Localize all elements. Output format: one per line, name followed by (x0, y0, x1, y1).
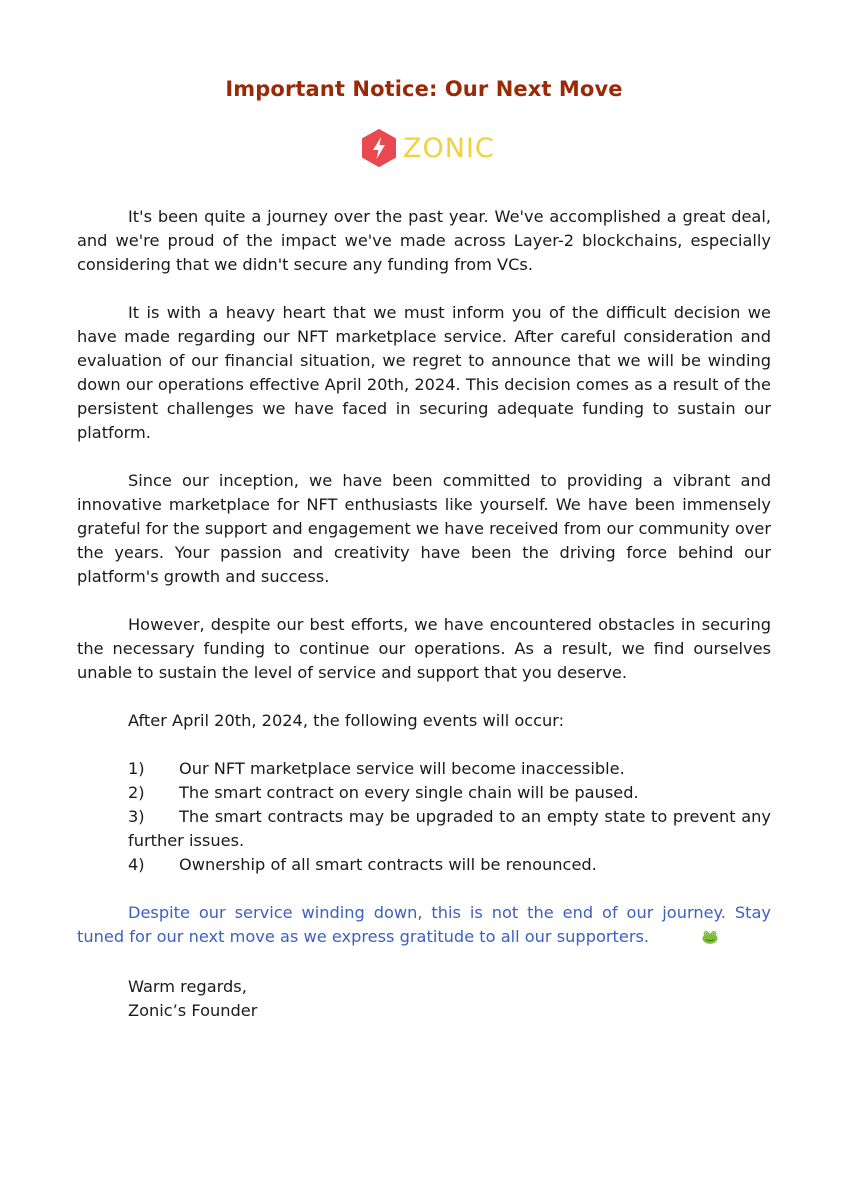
signature-greeting: Warm regards, (128, 977, 247, 996)
lightning-hexagon-icon (361, 129, 397, 167)
paragraph-community: Since our inception, we have been committed to providing a vibrant and innovative marketplace for NFT enthusiasts like yourself. We have been immensely grateful for the support and engagement we have received from our community over the years. Your passion and creativity have been the driving force behind our platform's growth and success. (77, 471, 771, 586)
zonic-logo (361, 128, 495, 168)
paragraph-decision: It is with a heavy heart that we must inform you of the difficult decision we have made regarding our NFT marketplace service. After careful consideration and evaluation of our financial situation, we regret to announce that we will be winding down our operations effective April 20th, 2024. This decision comes as a result of the persistent challenges we have faced in securing adequate funding to sustain our platform. (77, 303, 771, 442)
frog-icon (651, 927, 718, 951)
list-item: 2) The smart contract on every single chain will be paused. (128, 783, 639, 802)
logo-wordmark: ZONIC (403, 132, 495, 164)
list-item: 4) Ownership of all smart contracts will be renounced. (128, 855, 597, 874)
list-item: 1) Our NFT marketplace service will become inaccessible. (128, 759, 625, 778)
signature-name: Zonic’s Founder (128, 1001, 258, 1020)
list-item: 3) The smart contracts may be upgraded to an empty state to prevent any further issues. (128, 807, 771, 850)
events-list (77, 757, 771, 877)
signature (77, 975, 771, 1023)
closing-highlight: Despite our service winding down, this is not the end of our journey. Stay tuned for our next move as we express gratitude to all our supporters. (77, 901, 771, 951)
events-intro: After April 20th, 2024, the following events will occur: (128, 711, 565, 730)
notice-body (77, 205, 771, 1023)
paragraph-intro: It's been quite a journey over the past year. We've accomplished a great deal, and we're proud of the impact we've made across Layer-2 blockchains, especially considering that we didn't secure any funding from VCs. (77, 207, 771, 274)
page-title: Important Notice: Our Next Move (225, 77, 623, 101)
paragraph-obstacles: However, despite our best efforts, we have encountered obstacles in securing the necessary funding to continue our operations. As a result, we find ourselves unable to sustain the level of service and support that you deserve. (77, 615, 771, 682)
